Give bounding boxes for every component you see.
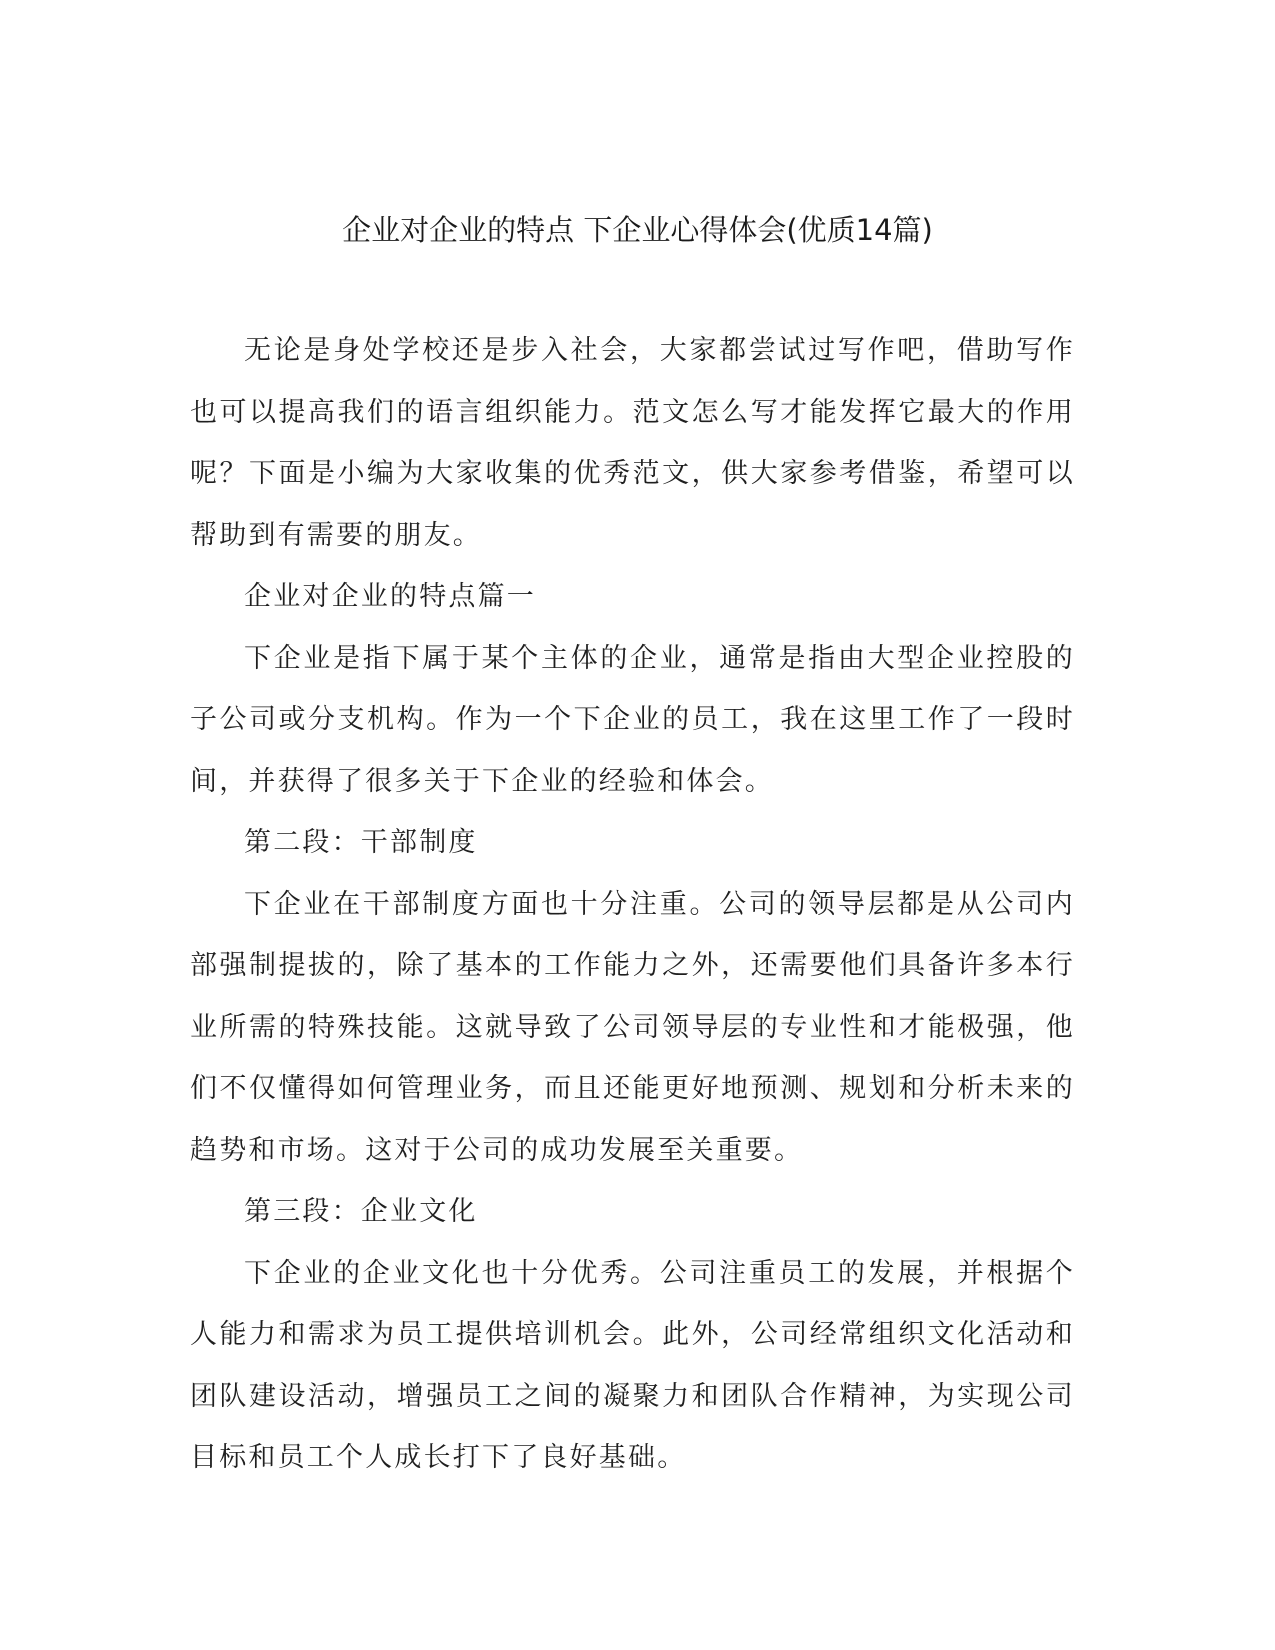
cadre-system-paragraph: 下企业在干部制度方面也十分注重。公司的领导层都是从公司内部强制提拔的，除了基本的工作能力之外，还需要他们具备许多本行业所需的特殊技能。这就导致了公司领导层的专业性和才能极强，他们不仅懂得如何管理业务，而且还能更好地预测、规划和分析未来的趋势和市场。这对于公司的成功发展至关重要。 [190, 888, 1075, 1166]
section-heading-part-one: 企业对企业的特点篇一 [244, 581, 536, 612]
document-title: 企业对企业的特点 下企业心得体会(优质14篇) [342, 213, 933, 247]
document-body [190, 320, 1075, 1489]
section-heading-corporate-culture: 第三段：企业文化 [244, 1196, 478, 1227]
definition-paragraph: 下企业是指下属于某个主体的企业，通常是指由大型企业控股的子公司或分支机构。作为一个下企业的员工，我在这里工作了一段时间，并获得了很多关于下企业的经验和体会。 [190, 642, 1075, 797]
section-heading-cadre-system: 第二段：干部制度 [244, 827, 478, 858]
intro-paragraph: 无论是身处学校还是步入社会，大家都尝试过写作吧，借助写作也可以提高我们的语言组织能力。范文怎么写才能发挥它最大的作用呢？下面是小编为大家收集的优秀范文，供大家参考借鉴，希望可以帮助到有需要的朋友。 [190, 335, 1075, 551]
corporate-culture-paragraph: 下企业的企业文化也十分优秀。公司注重员工的发展，并根据个人能力和需求为员工提供培训机会。此外，公司经常组织文化活动和团队建设活动，增强员工之间的凝聚力和团队合作精神，为实现公司目标和员工个人成长打下了良好基础。 [190, 1257, 1075, 1473]
